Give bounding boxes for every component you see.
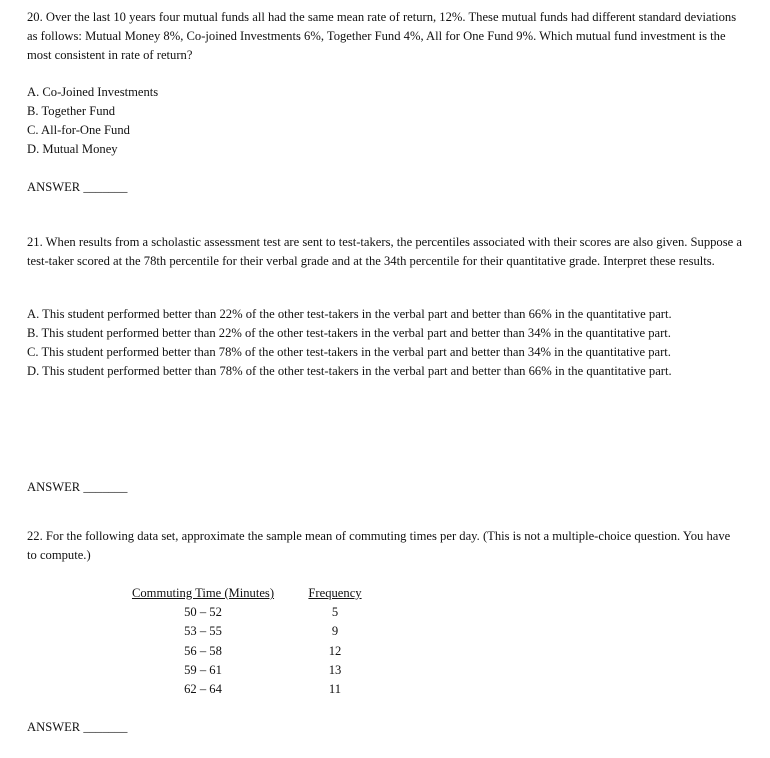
question-22: [27, 527, 743, 565]
table-header-row: [118, 584, 380, 603]
table-row: [118, 661, 380, 680]
question-20-choices: [27, 83, 743, 159]
commuting-time-cell: 53 – 55: [184, 624, 222, 639]
choice-b: B. Together Fund: [27, 104, 116, 118]
commuting-time-cell: 62 – 64: [184, 681, 222, 696]
question-21-choices: [27, 305, 743, 381]
choice-a: A. Co-Joined Investments: [27, 85, 159, 99]
choice-b: B. This student performed better than 22% of the other test-takers in the verbal part and better than 34% in the quantitative part.: [27, 326, 671, 340]
table-row: [118, 603, 380, 622]
commuting-time-cell: 50 – 52: [184, 605, 222, 620]
choice-c: C. All-for-One Fund: [27, 123, 130, 137]
table-row: [118, 642, 380, 661]
frequency-cell: 5: [331, 605, 339, 620]
question-20-stem: 20. Over the last 10 years four mutual funds all had the same mean rate of return, 12%. These mutual funds had different standard deviations as follows: Mutual Money 8%, Co-joined Investments 6%, Together Fund 4%, All for One Fund 9%. Which mutual fund investment is the most consistent in rate of return?: [27, 10, 737, 62]
frequency-cell: 12: [328, 643, 342, 658]
frequency-cell: 9: [331, 624, 339, 639]
commuting-time-cell: 59 – 61: [184, 662, 222, 677]
frequency-cell: 11: [328, 681, 342, 696]
table-row: [118, 680, 380, 699]
commuting-time-cell: 56 – 58: [184, 643, 222, 658]
question-21: [27, 233, 743, 271]
question-20-answer-blank: ANSWER _______: [27, 180, 128, 194]
table-row: [118, 622, 380, 641]
commuting-time-table: [118, 584, 380, 699]
choice-c: C. This student performed better than 78% of the other test-takers in the verbal part and better than 34% in the quantitative part.: [27, 345, 671, 359]
question-22-answer-blank: ANSWER _______: [27, 720, 128, 734]
column-header-frequency: Frequency: [308, 586, 362, 600]
question-21-answer-blank: ANSWER _______: [27, 480, 128, 494]
choice-d: D. This student performed better than 78% of the other test-takers in the verbal part and better than 66% in the quantitative part.: [27, 364, 672, 378]
choice-d: D. Mutual Money: [27, 142, 118, 156]
frequency-cell: 13: [328, 662, 342, 677]
question-22-stem: 22. For the following data set, approximate the sample mean of commuting times per day. (This is not a multiple-choice question. You have to compute.): [27, 529, 731, 562]
column-header-commuting-time: Commuting Time (Minutes): [131, 586, 275, 600]
question-21-stem: 21. When results from a scholastic assessment test are sent to test-takers, the percentiles associated with their scores are also given. Suppose a test-taker scored at the 78th percentile for their verbal grade and at the 34th percentile for their quantitative grade. Interpret these results.: [27, 235, 742, 268]
question-20: [27, 8, 743, 65]
choice-a: A. This student performed better than 22% of the other test-takers in the verbal part and better than 66% in the quantitative part.: [27, 307, 672, 321]
